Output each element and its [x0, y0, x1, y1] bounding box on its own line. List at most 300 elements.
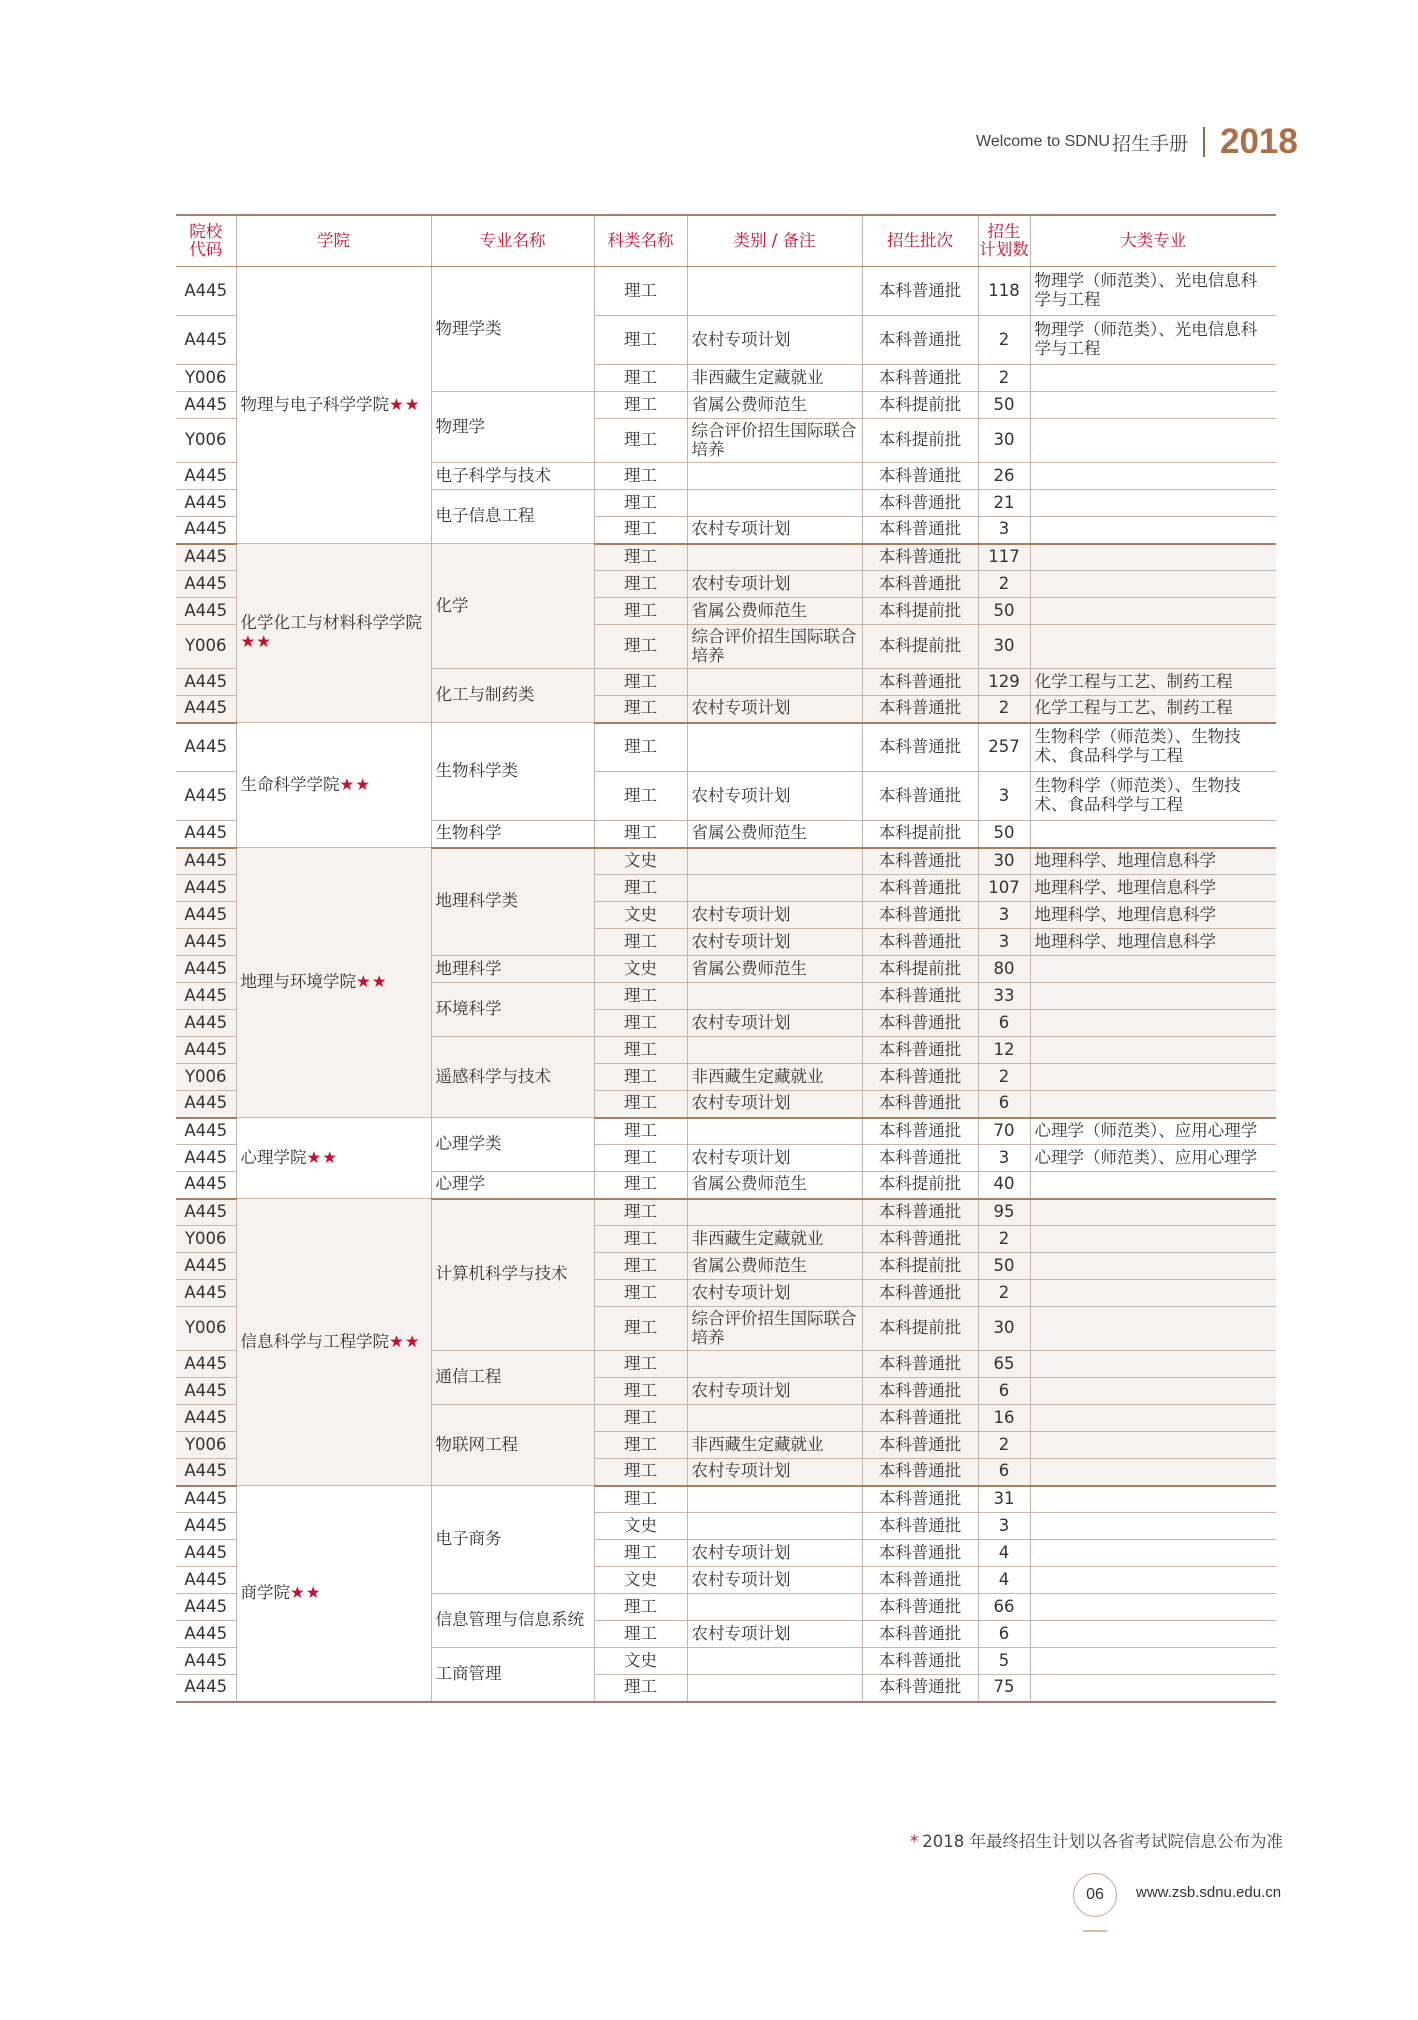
major-category: 化学工程与工艺、制药工程	[1030, 696, 1276, 723]
major-category: 地理科学、地理信息科学	[1030, 902, 1276, 929]
school-code: A445	[176, 983, 236, 1010]
major-category	[1030, 1091, 1276, 1118]
footnote-text: 2018 年最终招生计划以各省考试院信息公布为准	[922, 1832, 1283, 1851]
subject-type: 理工	[594, 723, 687, 772]
plan-count: 6	[978, 1091, 1030, 1118]
major-category: 地理科学、地理信息科学	[1030, 848, 1276, 875]
college-name-text: 地理与环境学院	[240, 972, 356, 992]
category-note: 省属公费师范生	[687, 821, 862, 848]
category-note	[687, 1118, 862, 1145]
plan-count: 50	[978, 598, 1030, 625]
school-code: A445	[176, 1378, 236, 1405]
subject-type: 理工	[594, 1280, 687, 1307]
major-category	[1030, 1513, 1276, 1540]
major-category	[1030, 1378, 1276, 1405]
enrollment-batch: 本科普通批	[862, 544, 978, 571]
enrollment-batch: 本科普通批	[862, 1037, 978, 1064]
header-major: 专业名称	[431, 215, 594, 267]
school-code: A445	[176, 1145, 236, 1172]
college-group	[176, 1486, 1276, 1702]
college-group	[176, 1199, 1276, 1486]
subject-type: 文史	[594, 1567, 687, 1594]
plan-count: 2	[978, 1280, 1030, 1307]
school-code: Y006	[176, 1307, 236, 1351]
plan-count: 6	[978, 1621, 1030, 1648]
major-category: 心理学（师范类）、应用心理学	[1030, 1145, 1276, 1172]
school-code: A445	[176, 316, 236, 365]
subject-type: 理工	[594, 1172, 687, 1199]
plan-count: 26	[978, 463, 1030, 490]
category-note: 农村专项计划	[687, 1567, 862, 1594]
major-name: 地理科学类	[431, 848, 594, 956]
enrollment-batch: 本科普通批	[862, 848, 978, 875]
star-icon: ★★	[356, 972, 388, 992]
subject-type: 文史	[594, 1513, 687, 1540]
school-code: A445	[176, 1118, 236, 1145]
category-note: 农村专项计划	[687, 571, 862, 598]
college-group	[176, 267, 1276, 544]
college-name	[236, 544, 431, 723]
category-note: 农村专项计划	[687, 1280, 862, 1307]
plan-count: 65	[978, 1351, 1030, 1378]
category-note: 非西藏生定藏就业	[687, 1064, 862, 1091]
major-category	[1030, 544, 1276, 571]
college-name	[236, 848, 431, 1118]
subject-type: 理工	[594, 316, 687, 365]
major-category	[1030, 392, 1276, 419]
plan-count: 129	[978, 669, 1030, 696]
category-note: 农村专项计划	[687, 1091, 862, 1118]
star-icon: ★★	[339, 774, 372, 794]
school-code: Y006	[176, 1432, 236, 1459]
school-code: A445	[176, 772, 236, 821]
category-note	[687, 1199, 862, 1226]
college-name-text: 商学院	[240, 1582, 290, 1602]
major-category: 地理科学、地理信息科学	[1030, 929, 1276, 956]
major-category	[1030, 1432, 1276, 1459]
college-name	[236, 1199, 431, 1486]
enrollment-batch: 本科普通批	[862, 316, 978, 365]
category-note	[687, 1351, 862, 1378]
plan-count: 12	[978, 1037, 1030, 1064]
college-name	[236, 723, 431, 848]
subject-type: 文史	[594, 956, 687, 983]
school-code: A445	[176, 598, 236, 625]
plan-count: 31	[978, 1486, 1030, 1513]
plan-count: 4	[978, 1567, 1030, 1594]
major-category	[1030, 956, 1276, 983]
enrollment-batch: 本科普通批	[862, 1621, 978, 1648]
college-name	[236, 1486, 431, 1702]
college-name-text: 生命科学学院	[240, 774, 340, 794]
enrollment-batch: 本科普通批	[862, 1567, 978, 1594]
school-code: A445	[176, 392, 236, 419]
subject-type: 理工	[594, 1351, 687, 1378]
table-row	[176, 848, 1276, 875]
page-number: 06	[1073, 1873, 1117, 1917]
subject-type: 理工	[594, 1091, 687, 1118]
school-code: A445	[176, 1199, 236, 1226]
enrollment-batch: 本科普通批	[862, 1199, 978, 1226]
enrollment-batch: 本科普通批	[862, 1378, 978, 1405]
enrollment-batch: 本科提前批	[862, 392, 978, 419]
school-code: A445	[176, 517, 236, 544]
plan-count: 5	[978, 1648, 1030, 1675]
plan-count: 118	[978, 267, 1030, 316]
category-note	[687, 1037, 862, 1064]
plan-count: 50	[978, 1253, 1030, 1280]
plan-count: 16	[978, 1405, 1030, 1432]
subject-type: 理工	[594, 365, 687, 392]
major-category	[1030, 598, 1276, 625]
major-name: 电子信息工程	[431, 490, 594, 544]
school-code: A445	[176, 1675, 236, 1702]
enrollment-batch: 本科普通批	[862, 1675, 978, 1702]
plan-count: 95	[978, 1199, 1030, 1226]
subject-type: 理工	[594, 1226, 687, 1253]
major-name: 遥感科学与技术	[431, 1037, 594, 1118]
major-category	[1030, 1226, 1276, 1253]
school-code: A445	[176, 929, 236, 956]
school-code: A445	[176, 1594, 236, 1621]
major-name: 心理学类	[431, 1118, 594, 1172]
school-code: A445	[176, 696, 236, 723]
subject-type: 理工	[594, 929, 687, 956]
header-school-code: 院校 代码	[176, 215, 236, 267]
college-group	[176, 723, 1276, 848]
subject-type: 理工	[594, 1405, 687, 1432]
subject-type: 理工	[594, 1199, 687, 1226]
school-code: A445	[176, 1486, 236, 1513]
major-name: 物理学	[431, 392, 594, 463]
major-category	[1030, 1172, 1276, 1199]
school-code: A445	[176, 1091, 236, 1118]
major-category	[1030, 1486, 1276, 1513]
subject-type: 理工	[594, 821, 687, 848]
major-name: 环境科学	[431, 983, 594, 1037]
major-category	[1030, 1405, 1276, 1432]
plan-count: 80	[978, 956, 1030, 983]
major-name: 心理学	[431, 1172, 594, 1199]
category-note	[687, 463, 862, 490]
enrollment-batch: 本科普通批	[862, 983, 978, 1010]
category-note	[687, 1648, 862, 1675]
subject-type: 理工	[594, 1378, 687, 1405]
subject-type: 理工	[594, 1064, 687, 1091]
major-name: 计算机科学与技术	[431, 1199, 594, 1351]
major-category: 化学工程与工艺、制药工程	[1030, 669, 1276, 696]
enrollment-batch: 本科普通批	[862, 669, 978, 696]
plan-count: 30	[978, 419, 1030, 463]
plan-count: 117	[978, 544, 1030, 571]
plan-count: 3	[978, 772, 1030, 821]
enrollment-batch: 本科普通批	[862, 1351, 978, 1378]
school-code: A445	[176, 490, 236, 517]
enrollment-batch: 本科普通批	[862, 1064, 978, 1091]
plan-count: 107	[978, 875, 1030, 902]
category-note: 农村专项计划	[687, 316, 862, 365]
school-code: A445	[176, 571, 236, 598]
category-note	[687, 723, 862, 772]
enrollment-batch: 本科普通批	[862, 1091, 978, 1118]
plan-count: 21	[978, 490, 1030, 517]
enrollment-batch: 本科提前批	[862, 1307, 978, 1351]
plan-count: 30	[978, 848, 1030, 875]
plan-count: 33	[978, 983, 1030, 1010]
subject-type: 理工	[594, 463, 687, 490]
category-note	[687, 1594, 862, 1621]
college-group	[176, 544, 1276, 723]
college-name-text: 物理与电子科学学院	[240, 394, 389, 414]
major-category	[1030, 463, 1276, 490]
subject-type: 理工	[594, 625, 687, 669]
footnote	[910, 1828, 1283, 1852]
plan-count: 3	[978, 517, 1030, 544]
school-code: A445	[176, 1567, 236, 1594]
school-code: A445	[176, 1172, 236, 1199]
category-note: 农村专项计划	[687, 1010, 862, 1037]
college-name-text: 信息科学与工程学院	[240, 1331, 389, 1351]
header-welcome-text: Welcome to SDNU	[976, 133, 1110, 150]
plan-count: 3	[978, 1513, 1030, 1540]
major-category	[1030, 1253, 1276, 1280]
major-category	[1030, 821, 1276, 848]
enrollment-batch: 本科普通批	[862, 1459, 978, 1486]
plan-count: 40	[978, 1172, 1030, 1199]
plan-count: 2	[978, 1432, 1030, 1459]
header-college: 学院	[236, 215, 431, 267]
admission-plan-table	[176, 214, 1276, 1703]
major-category	[1030, 1540, 1276, 1567]
subject-type: 理工	[594, 1459, 687, 1486]
subject-type: 理工	[594, 517, 687, 544]
school-code: A445	[176, 1351, 236, 1378]
category-note	[687, 1486, 862, 1513]
enrollment-batch: 本科普通批	[862, 875, 978, 902]
subject-type: 文史	[594, 848, 687, 875]
school-code: A445	[176, 1405, 236, 1432]
major-category	[1030, 1010, 1276, 1037]
subject-type: 理工	[594, 983, 687, 1010]
subject-type: 理工	[594, 1118, 687, 1145]
plan-count: 2	[978, 696, 1030, 723]
star-icon: ★★	[240, 632, 273, 651]
school-code: A445	[176, 821, 236, 848]
category-note: 农村专项计划	[687, 902, 862, 929]
major-category: 地理科学、地理信息科学	[1030, 875, 1276, 902]
subject-type: 理工	[594, 267, 687, 316]
category-note: 省属公费师范生	[687, 956, 862, 983]
header-batch: 招生批次	[862, 215, 978, 267]
category-note	[687, 875, 862, 902]
enrollment-batch: 本科普通批	[862, 463, 978, 490]
enrollment-batch: 本科普通批	[862, 772, 978, 821]
major-category	[1030, 571, 1276, 598]
enrollment-batch: 本科普通批	[862, 1405, 978, 1432]
header-plan-count: 招生 计划数	[978, 215, 1030, 267]
major-category	[1030, 490, 1276, 517]
subject-type: 理工	[594, 1540, 687, 1567]
table-row	[176, 1486, 1276, 1513]
category-note: 综合评价招生国际联合培养	[687, 1307, 862, 1351]
plan-count: 75	[978, 1675, 1030, 1702]
category-note: 非西藏生定藏就业	[687, 1226, 862, 1253]
major-category	[1030, 1648, 1276, 1675]
major-category: 生物科学（师范类）、生物技术、食品科学与工程	[1030, 772, 1276, 821]
major-name: 电子商务	[431, 1486, 594, 1594]
category-note: 省属公费师范生	[687, 598, 862, 625]
school-code: Y006	[176, 365, 236, 392]
header-subject-type: 科类名称	[594, 215, 687, 267]
school-code: Y006	[176, 419, 236, 463]
category-note: 农村专项计划	[687, 772, 862, 821]
enrollment-batch: 本科提前批	[862, 956, 978, 983]
website-url: www.zsb.sdnu.edu.cn	[1136, 1884, 1282, 1901]
plan-count: 6	[978, 1010, 1030, 1037]
subject-type: 理工	[594, 1307, 687, 1351]
subject-type: 理工	[594, 1253, 687, 1280]
school-code: A445	[176, 1459, 236, 1486]
enrollment-batch: 本科普通批	[862, 1280, 978, 1307]
major-name: 化学	[431, 544, 594, 669]
school-code: A445	[176, 544, 236, 571]
plan-count: 3	[978, 902, 1030, 929]
subject-type: 理工	[594, 392, 687, 419]
major-category	[1030, 1675, 1276, 1702]
major-category	[1030, 1594, 1276, 1621]
category-note: 省属公费师范生	[687, 1172, 862, 1199]
school-code: A445	[176, 1037, 236, 1064]
major-name: 通信工程	[431, 1351, 594, 1405]
subject-type: 理工	[594, 1145, 687, 1172]
subject-type: 理工	[594, 544, 687, 571]
school-code: A445	[176, 956, 236, 983]
category-note: 非西藏生定藏就业	[687, 365, 862, 392]
enrollment-batch: 本科普通批	[862, 902, 978, 929]
plan-count: 30	[978, 1307, 1030, 1351]
major-category: 物理学（师范类）、光电信息科学与工程	[1030, 316, 1276, 365]
enrollment-batch: 本科普通批	[862, 723, 978, 772]
major-name: 化工与制药类	[431, 669, 594, 723]
plan-count: 2	[978, 1064, 1030, 1091]
category-note	[687, 1405, 862, 1432]
major-category	[1030, 1037, 1276, 1064]
category-note	[687, 490, 862, 517]
footnote-mark: *	[910, 1832, 919, 1851]
plan-count: 6	[978, 1378, 1030, 1405]
category-note: 综合评价招生国际联合培养	[687, 419, 862, 463]
table-row	[176, 1118, 1276, 1145]
enrollment-batch: 本科提前批	[862, 1253, 978, 1280]
enrollment-batch: 本科普通批	[862, 365, 978, 392]
major-name: 地理科学	[431, 956, 594, 983]
enrollment-batch: 本科普通批	[862, 517, 978, 544]
plan-count: 257	[978, 723, 1030, 772]
major-name: 信息管理与信息系统	[431, 1594, 594, 1648]
major-category	[1030, 1459, 1276, 1486]
school-code: Y006	[176, 1064, 236, 1091]
plan-count: 70	[978, 1118, 1030, 1145]
school-code: A445	[176, 1540, 236, 1567]
school-code: A445	[176, 1648, 236, 1675]
header-category-note: 类别 / 备注	[687, 215, 862, 267]
school-code: Y006	[176, 625, 236, 669]
major-category	[1030, 1064, 1276, 1091]
major-name: 物理学类	[431, 267, 594, 392]
college-group	[176, 1118, 1276, 1199]
subject-type: 理工	[594, 598, 687, 625]
header-divider	[1203, 127, 1205, 157]
category-note: 农村专项计划	[687, 1621, 862, 1648]
category-note: 省属公费师范生	[687, 1253, 862, 1280]
major-category: 生物科学（师范类）、生物技术、食品科学与工程	[1030, 723, 1276, 772]
page-number-underline	[1083, 1930, 1107, 1932]
header-major-category: 大类专业	[1030, 215, 1276, 267]
plan-count: 3	[978, 929, 1030, 956]
subject-type: 文史	[594, 1648, 687, 1675]
enrollment-batch: 本科普通批	[862, 1226, 978, 1253]
plan-count: 2	[978, 365, 1030, 392]
plan-count: 3	[978, 1145, 1030, 1172]
enrollment-batch: 本科普通批	[862, 571, 978, 598]
enrollment-batch: 本科普通批	[862, 1118, 978, 1145]
college-name	[236, 1118, 431, 1199]
enrollment-batch: 本科普通批	[862, 1486, 978, 1513]
enrollment-batch: 本科提前批	[862, 625, 978, 669]
college-name-text: 化学化工与材料科学学院	[240, 613, 422, 633]
school-code: A445	[176, 1010, 236, 1037]
school-code: Y006	[176, 1226, 236, 1253]
major-category: 心理学（师范类）、应用心理学	[1030, 1118, 1276, 1145]
header-title: 招生手册	[1112, 133, 1189, 155]
major-category	[1030, 1280, 1276, 1307]
school-code: A445	[176, 267, 236, 316]
enrollment-batch: 本科普通批	[862, 1010, 978, 1037]
category-note	[687, 1513, 862, 1540]
college-name	[236, 267, 431, 544]
category-note	[687, 1675, 862, 1702]
school-code: A445	[176, 463, 236, 490]
major-category: 物理学（师范类）、光电信息科学与工程	[1030, 267, 1276, 316]
enrollment-batch: 本科普通批	[862, 1540, 978, 1567]
subject-type: 理工	[594, 419, 687, 463]
category-note	[687, 669, 862, 696]
enrollment-batch: 本科普通批	[862, 929, 978, 956]
star-icon: ★★	[389, 1331, 421, 1351]
star-icon: ★★	[389, 394, 421, 414]
plan-count: 2	[978, 1226, 1030, 1253]
subject-type: 理工	[594, 1675, 687, 1702]
school-code: A445	[176, 1621, 236, 1648]
college-group	[176, 848, 1276, 1118]
category-note: 省属公费师范生	[687, 392, 862, 419]
major-category	[1030, 365, 1276, 392]
enrollment-batch: 本科普通批	[862, 1513, 978, 1540]
subject-type: 理工	[594, 490, 687, 517]
subject-type: 文史	[594, 902, 687, 929]
major-category	[1030, 1567, 1276, 1594]
category-note: 综合评价招生国际联合培养	[687, 625, 862, 669]
table-row	[176, 723, 1276, 772]
category-note	[687, 544, 862, 571]
category-note	[687, 983, 862, 1010]
major-name: 生物科学	[431, 821, 594, 848]
major-category	[1030, 1199, 1276, 1226]
major-category	[1030, 1307, 1276, 1351]
category-note: 农村专项计划	[687, 1540, 862, 1567]
enrollment-batch: 本科普通批	[862, 1145, 978, 1172]
table-row	[176, 267, 1276, 316]
